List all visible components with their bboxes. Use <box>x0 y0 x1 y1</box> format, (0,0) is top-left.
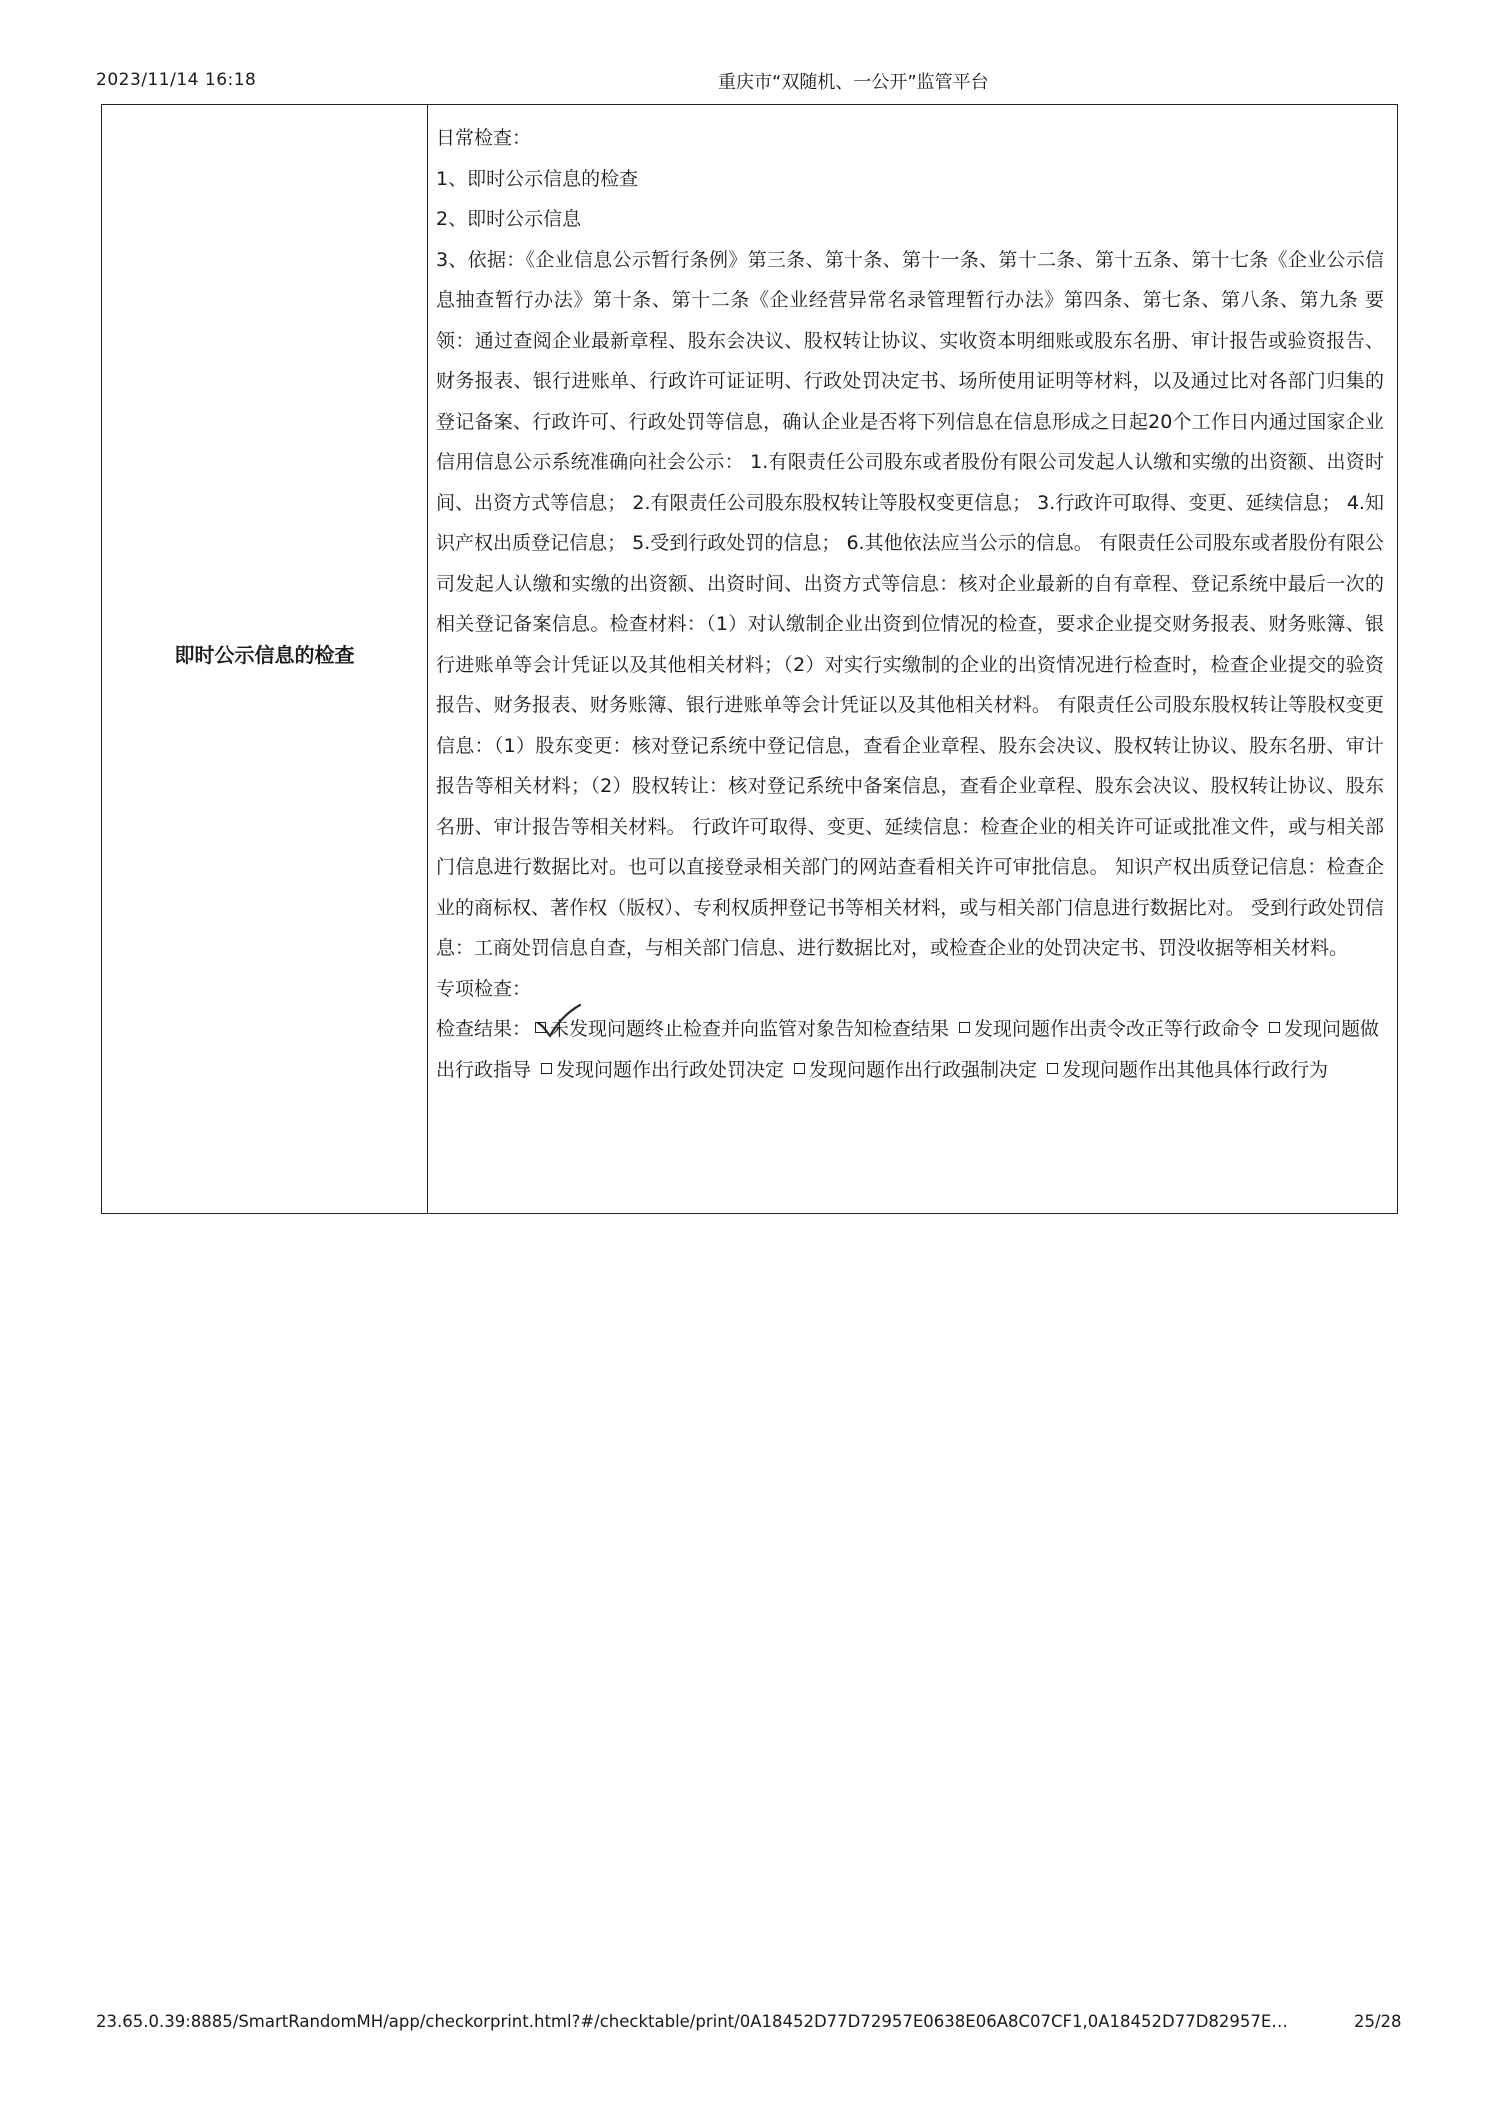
result-option-label: 发现问题作出行政强制决定 <box>809 1058 1038 1081</box>
column-divider <box>427 105 428 1213</box>
result-option-label: 发现问题作出责令改正等行政命令 <box>974 1018 1260 1040</box>
result-option-label: 发现问题作出行政处罚决定 <box>556 1058 785 1081</box>
result-option-checkbox[interactable] <box>1269 1022 1280 1033</box>
result-option-checkbox[interactable] <box>959 1022 970 1033</box>
check-item-2: 2、即时公示信息 <box>436 208 582 230</box>
check-result-label: 检查结果： <box>436 1018 532 1040</box>
check-result <box>436 1009 1384 1090</box>
result-option-checkbox[interactable] <box>1047 1063 1058 1074</box>
page-url: 23.65.0.39:8885/SmartRandomMH/app/checkorprint.html?#/checktable/print/0A18452D77D72957E0638E06A8C07CF1,0A18452D77D82957E… <box>96 2012 1288 2031</box>
inspection-table <box>101 104 1398 1214</box>
inspection-item-label: 即时公示信息的检查 <box>174 643 355 667</box>
result-option-checkbox[interactable] <box>794 1063 805 1074</box>
result-option-checkbox[interactable] <box>535 1022 546 1033</box>
result-option-label: 发现问题做出行政指导 <box>436 1018 1380 1081</box>
daily-check-heading: 日常检查： <box>436 127 532 149</box>
result-option-checkbox[interactable] <box>541 1063 552 1074</box>
legal-basis-text: 3、依据：《企业信息公示暂行条例》第三条、第十条、第十一条、第十二条、第十五条、第十七条《企业公示信息抽查暂行办法》第十条、第十二条《企业经营异常名录管理暂行办法》第四条、第七条、第八条、第九条 要领：通过查阅企业最新章程、股东会决议、股权转让协议、实收资本明细账或股东名册、审计报告或验资报告、财务报表、银行进账单、行政许可证证明、行政处罚决定书、场所使用证明等材料，以及通过比对各部门归集的登记备案、行政许可、行政处罚等信息，确认企业是否将下列信息在信息形成之日起20个工作日内通过国家企业信用信息公示系统准确向社会公示： 1.有限责任公司股东或者股份有限公司发起人认缴和实缴的出资额、出资时间、出资方式等信息； 2.有限责任公司股东股权转让等股权变更信息； 3.行政许可取得、变更、延续信息； 4.知识产权出质登记信息； 5.受到行政处罚的信息； 6.其他依法应当公示的信息。 有限责任公司股东或者股份有限公司发起人认缴和实缴的出资额、出资时间、出资方式等信息：核对企业最新的自有章程、登记系统中最后一次的相关登记备案信息。检查材料：（1）对认缴制企业出资到位情况的检查，要求企业提交财务报表、财务账簿、银行进账单等会计凭证以及其他相关材料；（2）对实行实缴制的企业的出资情况进行检查时，检查企业提交的验资报告、财务报表、财务账簿、银行进账单等会计凭证以及其他相关材料。 有限责任公司股东股权转让等股权变更信息：（1）股东变更：核对登记系统中登记信息，查看企业章程、股东会决议、股权转让协议、股东名册、审计报告等相关材料；（2）股权转让：核对登记系统中备案信息，查看企业章程、股东会决议、股权转让协议、股东名册、审计报告等相关材料。 行政许可取得、变更、延续信息：检查企业的相关许可证或批准文件，或与相关部门信息进行数据比对。也可以直接登录相关部门的网站查看相关许可审批信息。 知识产权出质登记信息：检查企业的商标权、著作权（版权）、专利权质押登记书等相关材料，或与相关部门信息进行数据比对。 受到行政处罚信息：工商处罚信息自查，与相关部门信息、进行数据比对，或检查企业的处罚决定书、罚没收据等相关材料。 <box>436 248 1384 959</box>
check-item-1: 1、即时公示信息的检查 <box>436 167 639 190</box>
page-header-title: 重庆市“双随机、一公开”监管平台 <box>718 72 989 93</box>
page-number: 25/28 <box>1354 2012 1402 2031</box>
print-datetime: 2023/11/14 16:18 <box>96 70 257 90</box>
result-option-label: 发现问题作出其他具体行政行为 <box>1062 1058 1329 1081</box>
result-option-label: 未发现问题终止检查并向监管对象告知检查结果 <box>550 1018 950 1040</box>
inspection-content <box>436 118 1384 1090</box>
special-check-heading: 专项检查： <box>436 977 532 1000</box>
